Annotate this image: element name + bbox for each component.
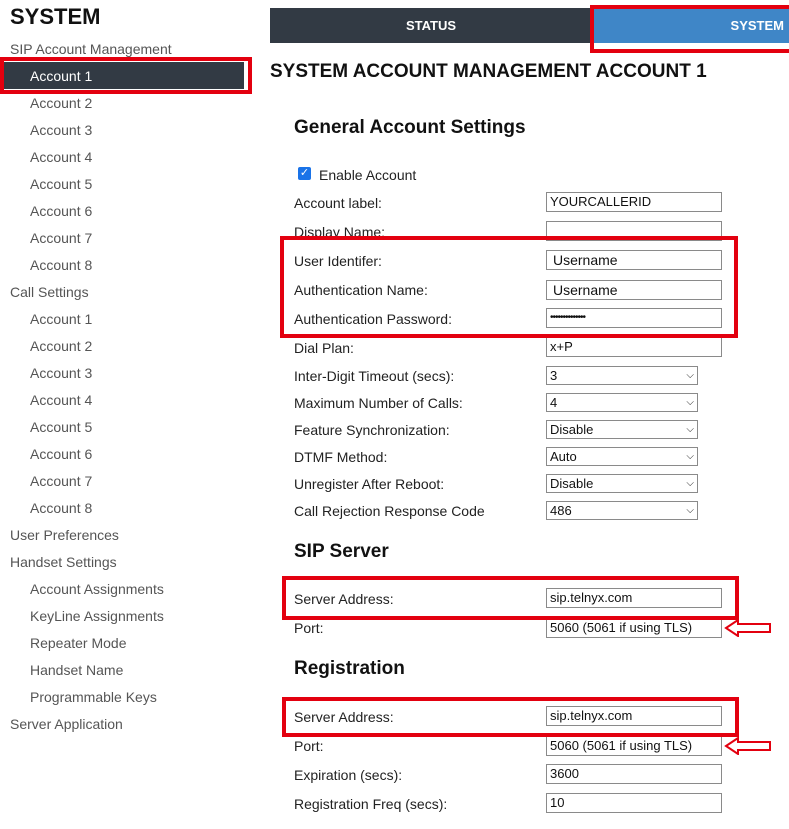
chevron-down-icon: ⌵ — [686, 478, 694, 489]
dtmf-label: DTMF Method: — [294, 449, 388, 465]
chevron-down-icon: ⌵ — [686, 370, 694, 381]
enable-account-label: Enable Account — [319, 167, 417, 183]
checkmark-icon: ✓ — [299, 167, 310, 179]
max-calls-select[interactable] — [546, 393, 698, 412]
sidebar-item[interactable]: Account 5 — [30, 176, 93, 192]
arrow-left-icon — [724, 737, 772, 755]
enable-account-checkbox[interactable] — [298, 167, 311, 180]
auth-password-label: Authentication Password: — [294, 311, 452, 327]
registration-port-input[interactable]: 5060 (5061 if using TLS) — [546, 736, 722, 756]
sidebar-item[interactable]: KeyLine Assignments — [30, 608, 164, 624]
auth-name-input[interactable]: Username — [546, 280, 722, 300]
expiration-label: Expiration (secs): — [294, 767, 403, 783]
feature-sync-label: Feature Synchronization: — [294, 422, 450, 438]
expiration-input[interactable]: 3600 — [546, 764, 722, 784]
reg-freq-input[interactable]: 10 — [546, 793, 722, 813]
sidebar-item[interactable]: Account 7 — [30, 473, 93, 489]
sidebar-item[interactable]: Account 3 — [30, 122, 93, 138]
dtmf-select[interactable] — [546, 447, 698, 466]
feature-sync-value: Disable — [550, 422, 594, 437]
sidebar-item[interactable]: Account 1 — [30, 68, 93, 84]
chevron-down-icon: ⌵ — [686, 424, 694, 435]
user-identifier-label: User Identifer: — [294, 253, 382, 269]
chevron-down-icon: ⌵ — [686, 397, 694, 408]
highlight-box-system-tab — [590, 5, 789, 53]
chevron-down-icon: ⌵ — [686, 505, 694, 516]
max-calls-value: 4 — [550, 395, 558, 410]
sidebar-item[interactable]: Account 3 — [30, 365, 93, 381]
chevron-down-icon: ⌵ — [686, 451, 694, 462]
registration-address-label: Server Address: — [294, 709, 394, 725]
highlight-box-registration-server — [282, 697, 739, 737]
sidebar-item[interactable]: Account Assignments — [30, 581, 164, 597]
unregister-value: Disable — [550, 476, 594, 491]
sidebar-item[interactable]: Account 6 — [30, 446, 93, 462]
sidebar-group[interactable]: Handset Settings — [10, 554, 117, 570]
sidebar-item[interactable]: Repeater Mode — [30, 635, 127, 651]
sip-server-address-label: Server Address: — [294, 591, 394, 607]
sip-server-address-input[interactable]: sip.telnyx.com — [546, 588, 722, 608]
sip-server-port-label: Port: — [294, 620, 324, 636]
sidebar-item[interactable]: Account 4 — [30, 149, 93, 165]
tab-system[interactable]: SYSTEM — [593, 8, 789, 43]
sidebar-item[interactable]: Handset Name — [30, 662, 124, 678]
dial-plan-input[interactable]: x+P — [546, 337, 722, 357]
sidebar-item[interactable]: Account 5 — [30, 419, 93, 435]
sidebar-item[interactable]: Account 8 — [30, 500, 93, 516]
section-heading-registration: Registration — [294, 658, 405, 679]
highlight-box-sip-server — [282, 576, 739, 620]
sidebar-group[interactable]: SIP Account Management — [10, 41, 172, 57]
account-label-label: Account label: — [294, 195, 382, 211]
highlight-box-credentials — [280, 236, 738, 338]
sidebar-item[interactable]: Account 4 — [30, 392, 93, 408]
registration-address-input[interactable]: sip.telnyx.com — [546, 706, 722, 726]
inter-digit-select[interactable] — [546, 366, 698, 385]
feature-sync-select[interactable] — [546, 420, 698, 439]
sidebar-group[interactable]: User Preferences — [10, 527, 119, 543]
dtmf-value: Auto — [550, 449, 577, 464]
unregister-label: Unregister After Reboot: — [294, 476, 445, 492]
auth-name-label: Authentication Name: — [294, 282, 428, 298]
sip-server-port-input[interactable]: 5060 (5061 if using TLS) — [546, 618, 722, 638]
max-calls-label: Maximum Number of Calls: — [294, 395, 463, 411]
dial-plan-label: Dial Plan: — [294, 340, 354, 356]
section-heading-sip-server: SIP Server — [294, 541, 389, 562]
registration-port-label: Port: — [294, 738, 324, 754]
display-name-label: Display Name: — [294, 224, 386, 240]
sidebar-item[interactable]: Account 2 — [30, 338, 93, 354]
user-identifier-input[interactable]: Username — [546, 250, 722, 270]
reg-freq-label: Registration Freq (secs): — [294, 796, 448, 812]
sidebar-group[interactable]: Call Settings — [10, 284, 89, 300]
sidebar-group[interactable]: Server Application — [10, 716, 123, 732]
call-reject-select[interactable] — [546, 501, 698, 520]
auth-password-input[interactable]: •••••••••••••• — [546, 308, 722, 328]
sidebar-item[interactable]: Programmable Keys — [30, 689, 157, 705]
inter-digit-value: 3 — [550, 368, 558, 383]
account-label-input[interactable]: YOURCALLERID — [546, 192, 722, 212]
sidebar-item[interactable]: Account 2 — [30, 95, 93, 111]
section-heading-general: General Account Settings — [294, 117, 526, 138]
tab-status[interactable]: STATUS — [270, 8, 592, 43]
sidebar-item[interactable]: Account 1 — [30, 311, 93, 327]
call-reject-value: 486 — [550, 503, 572, 518]
sidebar-item[interactable]: Account 8 — [30, 257, 93, 273]
page-title: SYSTEM ACCOUNT MANAGEMENT ACCOUNT 1 — [270, 61, 707, 82]
inter-digit-label: Inter-Digit Timeout (secs): — [294, 368, 455, 384]
arrow-left-icon — [724, 619, 772, 637]
unregister-select[interactable] — [546, 474, 698, 493]
call-reject-label: Call Rejection Response Code — [294, 503, 485, 519]
sidebar-title: SYSTEM — [10, 4, 101, 29]
sidebar-item[interactable]: Account 7 — [30, 230, 93, 246]
sidebar-item[interactable]: Account 6 — [30, 203, 93, 219]
